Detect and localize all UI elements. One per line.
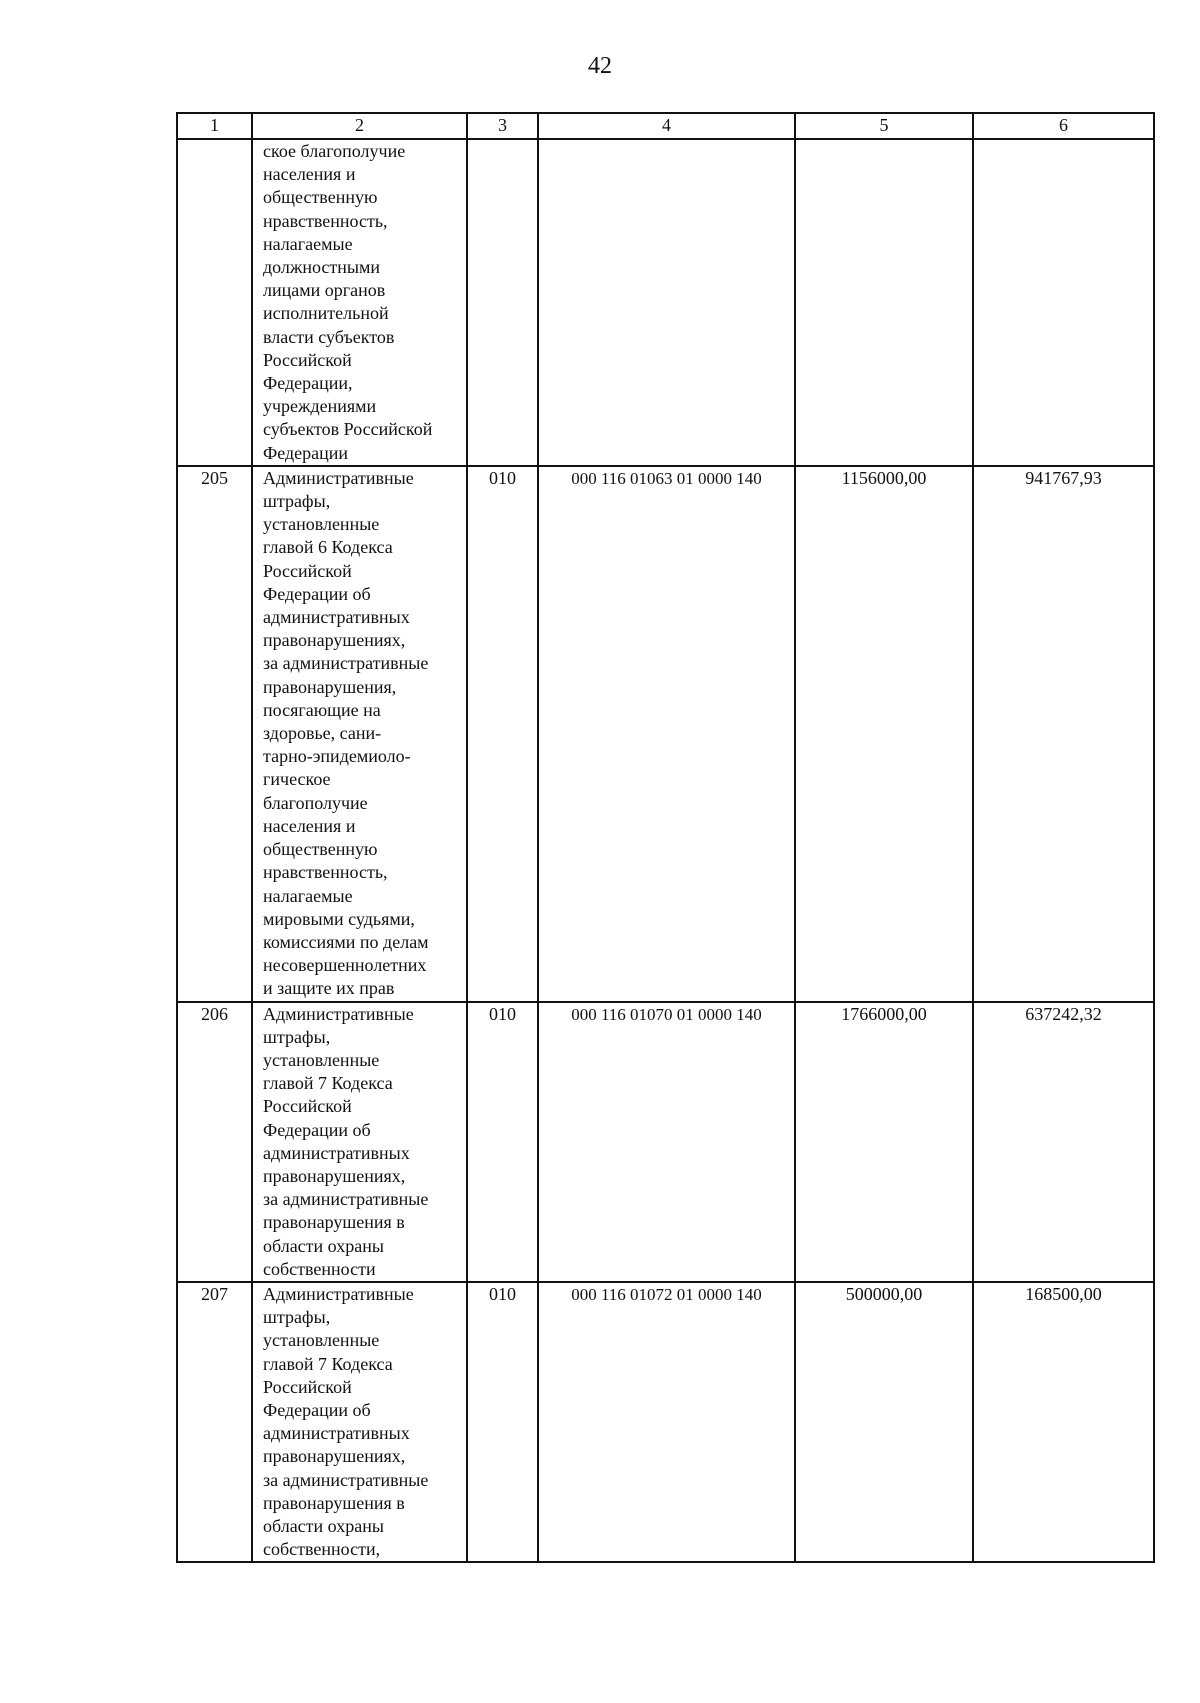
row-plan-amount xyxy=(795,139,973,466)
column-header-3: 3 xyxy=(467,113,538,139)
row-number: 206 xyxy=(177,1002,252,1282)
column-header-4: 4 xyxy=(538,113,795,139)
row-number xyxy=(177,139,252,466)
row-fact-amount: 168500,00 xyxy=(973,1282,1154,1562)
row-admin-code xyxy=(467,139,538,466)
row-name: Административные штрафы, установленные главой 6 Кодекса Российской Федерации об административных правонарушениях, за административные правонарушения, посягающие на здоровье, сани- тарно-эпидемиоло- гическое благополучие населения и общественную нравственность, налагаемые мировыми судьями, комиссиями по делам несовершеннолетних и защите их прав xyxy=(252,466,467,1002)
row-budget-code: 000 116 01063 01 0000 140 xyxy=(538,466,795,1002)
row-fact-amount xyxy=(973,139,1154,466)
page-number: 42 xyxy=(588,53,612,79)
row-admin-code: 010 xyxy=(467,466,538,1002)
row-plan-amount: 1766000,00 xyxy=(795,1002,973,1282)
row-budget-code: 000 116 01070 01 0000 140 xyxy=(538,1002,795,1282)
table-row xyxy=(177,1282,1154,1562)
row-name: Административные штрафы, установленные главой 7 Кодекса Российской Федерации об административных правонарушениях, за административные правонарушения в области охраны собственности xyxy=(252,1002,467,1282)
row-fact-amount: 941767,93 xyxy=(973,466,1154,1002)
row-fact-amount: 637242,32 xyxy=(973,1002,1154,1282)
table-row xyxy=(177,466,1154,1002)
column-header-5: 5 xyxy=(795,113,973,139)
row-number: 207 xyxy=(177,1282,252,1562)
column-header-2: 2 xyxy=(252,113,467,139)
row-name: Административные штрафы, установленные главой 7 Кодекса Российской Федерации об административных правонарушениях, за административные правонарушения в области охраны собственности, xyxy=(252,1282,467,1562)
row-budget-code: 000 116 01072 01 0000 140 xyxy=(538,1282,795,1562)
row-admin-code: 010 xyxy=(467,1282,538,1562)
table-header-row xyxy=(177,113,1154,139)
row-plan-amount: 500000,00 xyxy=(795,1282,973,1562)
column-header-1: 1 xyxy=(177,113,252,139)
row-budget-code xyxy=(538,139,795,466)
column-header-6: 6 xyxy=(973,113,1154,139)
budget-table xyxy=(176,112,1155,1563)
row-admin-code: 010 xyxy=(467,1002,538,1282)
row-name: ское благополучие населения и общественную нравственность, налагаемые должностными лицами органов исполнительной власти субъектов Российской Федерации, учреждениями субъектов Российской Федерации xyxy=(252,139,467,466)
table-row xyxy=(177,139,1154,466)
table-row xyxy=(177,1002,1154,1282)
row-plan-amount: 1156000,00 xyxy=(795,466,973,1002)
row-number: 205 xyxy=(177,466,252,1002)
